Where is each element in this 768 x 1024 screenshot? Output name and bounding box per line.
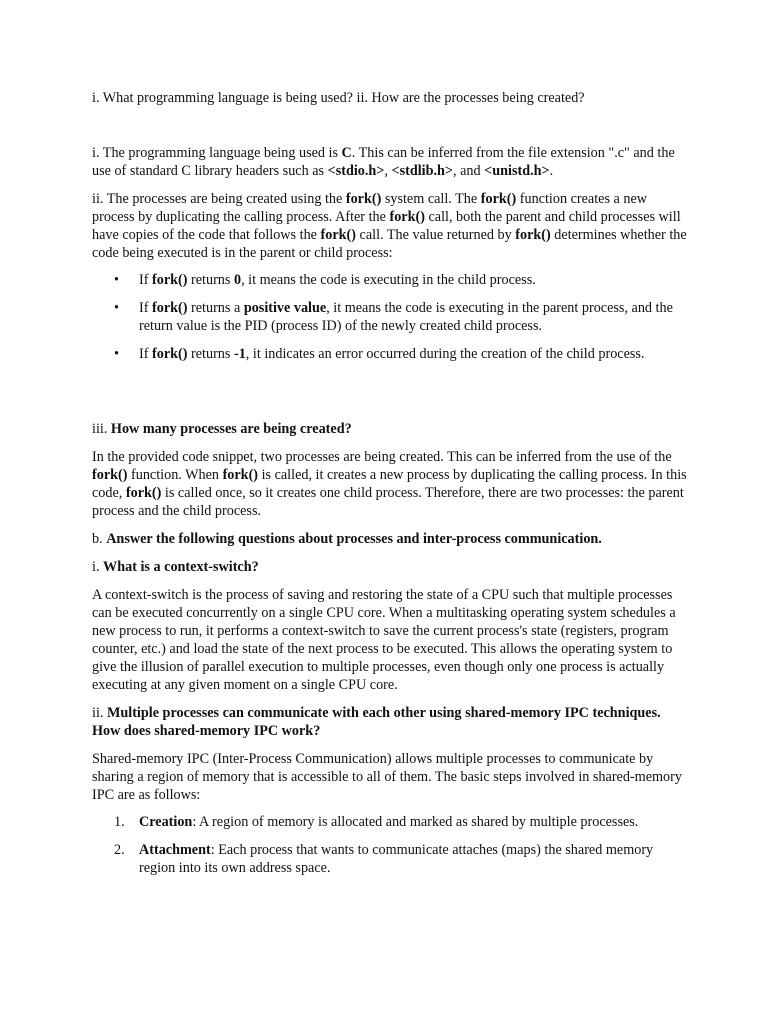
list-item: • If fork() returns -1, it indicates an error occurred during the creation of the child process. <box>92 345 692 363</box>
answer-context-switch: A context-switch is the process of saving and restoring the state of a CPU such that multiple processes can be executed concurrently on a single CPU core. When a multitasking operating system schedules a new process to run, it performs a context-switch to save the current process's state (registers, program counter, etc.) and load the state of the next process to be executed. This allows the operating system to give the illusion of parallel execution to multiple processes, even though only one process is actually executing at any given moment on a single CPU core. <box>92 587 676 693</box>
answer-process-creation: ii. The processes are being created using the fork() system call. The fork() function creates a new process by duplicating the calling process. After the fork() call, both the parent and child processes will have copies of the code that follows the fork() call. The value returned by fork() determines whether the code being executed is in the parent or child process: <box>92 191 687 261</box>
fork-return-list <box>92 271 692 363</box>
question-header: i. What programming language is being used? ii. How are the processes being created? <box>92 90 585 106</box>
question-iii: iii. How many processes are being created? <box>92 421 352 437</box>
document-content <box>92 89 692 887</box>
list-item: • If fork() returns 0, it means the code is executing in the child process. <box>92 271 692 289</box>
list-item: 2. Attachment: Each process that wants to communicate attaches (maps) the shared memory region into its own address space. <box>114 842 654 876</box>
answer-process-count: In the provided code snippet, two processes are being created. This can be inferred from the use of the fork() function. When fork() is called, it creates a new process by duplicating the calling process. In this code, fork() is called once, so it creates one child process. Therefore, there are two processes: the parent process and the child process. <box>92 449 687 519</box>
answer-language: i. The programming language being used is C. This can be inferred from the file extension ".c" and the use of standard C library headers such as <stdio.h>, <stdlib.h>, and <unistd.h>. <box>92 145 675 179</box>
question-b: b. Answer the following questions about processes and inter-process communication. <box>92 531 602 547</box>
question-b-i: i. What is a context-switch? <box>92 559 259 575</box>
question-b-ii: ii. Multiple processes can communicate with each other using shared-memory IPC techniques. How does shared-memory IPC work? <box>92 705 661 739</box>
list-item: 1. Creation: A region of memory is allocated and marked as shared by multiple processes. <box>114 814 639 830</box>
list-item: • If fork() returns a positive value, it means the code is executing in the parent process, and the return value is the PID (process ID) of the newly created child process. <box>92 299 692 335</box>
answer-shared-memory: Shared-memory IPC (Inter-Process Communication) allows multiple processes to communicate by sharing a region of memory that is accessible to all of them. The basic steps involved in shared-memory IPC are as follows: <box>92 751 682 803</box>
ipc-steps-list <box>92 813 692 877</box>
